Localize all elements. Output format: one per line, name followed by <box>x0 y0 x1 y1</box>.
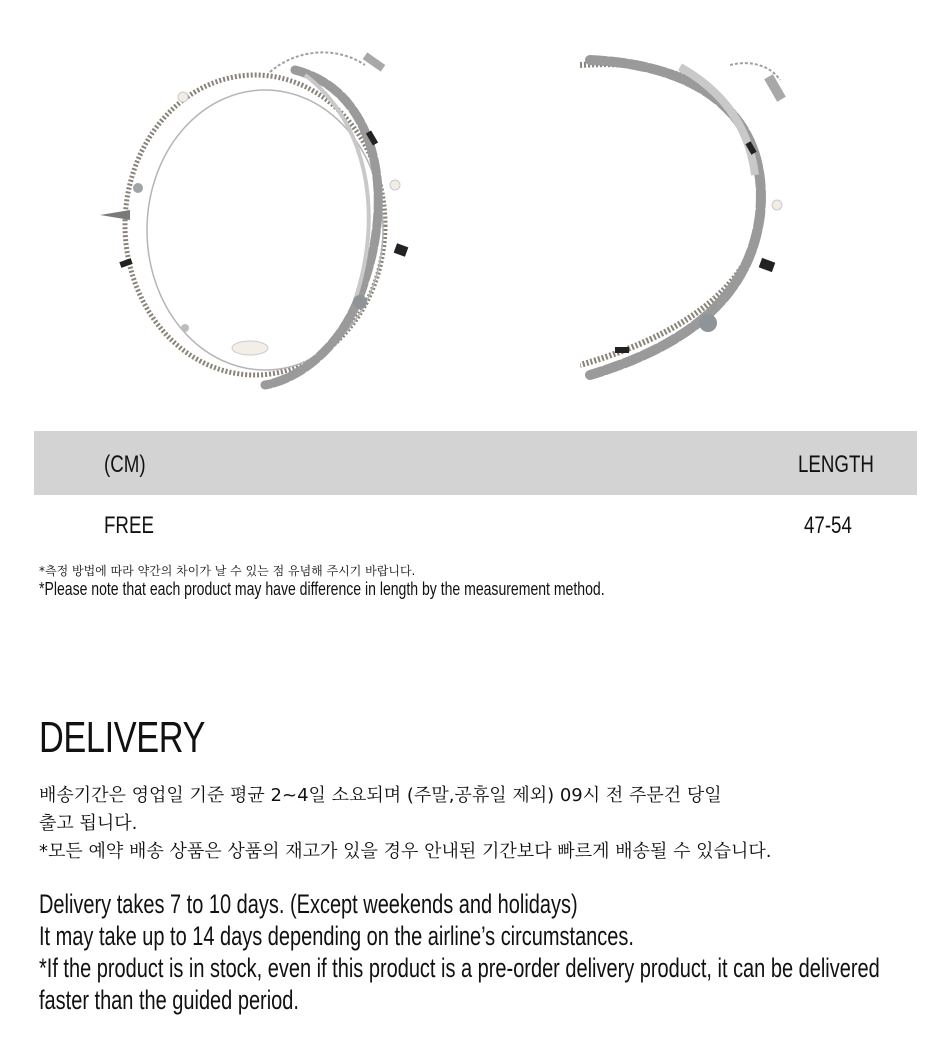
delivery-title-text: DELIVERY <box>39 713 206 762</box>
size-table-row <box>34 500 917 550</box>
necklace-detail-illustration <box>580 55 810 385</box>
delivery-english-line: Delivery takes 7 to 10 days. (Except weekends and holidays) <box>39 889 578 919</box>
delivery-english-line: It may take up to 14 days depending on the airline’s circumstances. <box>39 921 634 951</box>
necklace-full-illustration <box>95 30 425 400</box>
delivery-english-text <box>39 888 950 1016</box>
delivery-english-line: faster than the guided period. <box>39 985 299 1015</box>
size-table-header <box>34 431 917 495</box>
delivery-korean-line: 배송기간은 영업일 기준 평균 2~4일 소요되며 (주말,공휴일 제외) 09시 전 주문건 당일 <box>39 785 722 806</box>
delivery-title <box>39 713 252 763</box>
unit-header: (CM) <box>104 451 146 478</box>
length-header: LENGTH <box>798 451 874 478</box>
measurement-note-english <box>39 579 764 600</box>
product-photos <box>0 0 950 400</box>
delivery-korean-text <box>39 782 919 866</box>
length-value: 47-54 <box>804 512 852 539</box>
delivery-korean-line: *모든 예약 배송 상품은 상품의 재고가 있을 경우 안내된 기간보다 빠르게 배송될 수 있습니다. <box>39 841 772 862</box>
necklace-detail-image <box>580 55 810 385</box>
size-value: FREE <box>104 512 154 539</box>
delivery-korean-line: 출고 됩니다. <box>39 813 138 834</box>
measurement-note-korean: *측정 방법에 따라 약간의 차이가 날 수 있는 점 유념해 주시기 바랍니다. <box>39 564 416 578</box>
necklace-full-image <box>95 30 425 400</box>
measurement-note-english-text: *Please note that each product may have difference in length by the measurement method. <box>39 579 605 599</box>
delivery-english-line: *If the product is in stock, even if this product is a pre-order delivery product, it can be delivered <box>39 953 880 983</box>
